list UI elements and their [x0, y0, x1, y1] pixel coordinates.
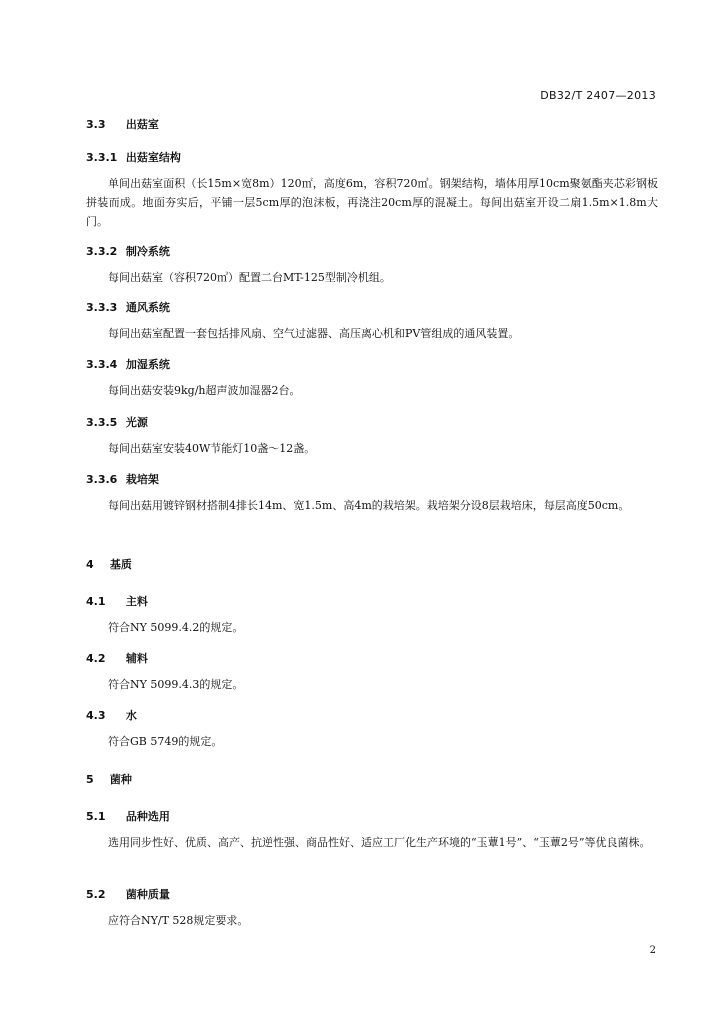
section-heading — [86, 771, 658, 787]
section-4-3 — [86, 707, 658, 751]
section-heading — [86, 650, 658, 666]
section-heading — [86, 707, 658, 723]
section-number: 5.1 — [86, 810, 106, 823]
section-text: 符合GB 5749的规定。 — [108, 735, 223, 748]
section-text: 每间出菇室（容积720㎥）配置二台MT-125型制冷机组。 — [108, 271, 391, 284]
page-number: 2 — [649, 945, 656, 956]
section-3-3 — [86, 116, 658, 132]
section-heading — [86, 808, 658, 824]
section-title: 制冷系统 — [125, 245, 170, 258]
section-heading — [86, 243, 658, 259]
section-5 — [86, 771, 658, 787]
section-heading — [86, 149, 658, 165]
section-3-3-5 — [86, 414, 658, 458]
section-number: 3.3.3 — [86, 301, 118, 314]
section-number: 3.3.5 — [86, 416, 118, 429]
section-heading — [86, 556, 658, 572]
section-3-3-3 — [86, 299, 658, 343]
section-number: 5.2 — [86, 888, 106, 901]
section-text: 每间出菇安装9kg/h超声波加湿器2台。 — [108, 384, 301, 397]
section-heading — [86, 299, 658, 315]
section-5-1 — [86, 808, 658, 852]
section-text: 应符合NY/T 528规定要求。 — [108, 914, 249, 927]
section-number: 3.3.1 — [86, 151, 118, 164]
section-4-2 — [86, 650, 658, 694]
section-title: 菌种质量 — [125, 888, 170, 901]
section-3-3-6 — [86, 471, 658, 515]
section-title: 出菇室 — [125, 118, 159, 131]
section-number: 3.3.6 — [86, 473, 118, 486]
section-title: 品种选用 — [125, 810, 170, 823]
section-text: 符合NY 5099.4.3的规定。 — [108, 678, 244, 691]
section-number: 3.3.2 — [86, 245, 118, 258]
section-heading — [86, 471, 658, 487]
section-text: 每间出菇室安装40W节能灯10盏～12盏。 — [108, 442, 316, 455]
section-number: 4.3 — [86, 709, 106, 722]
section-number: 4.1 — [86, 595, 106, 608]
section-text: 单间出菇室面积（长15m×宽8m）120㎡，高度6m，容积720㎥。钢架结构，墙体用厚10cm聚氨酯夹芯彩钢板拼装而成。地面夯实后，平铺一层5cm厚的泡沫板，再浇注20cm厚的混凝土。每间出菇室开设二扇1.5m×1.8m大门。 — [86, 177, 658, 228]
section-title: 菌种 — [109, 773, 132, 786]
section-title: 光源 — [125, 416, 148, 429]
section-title: 出菇室结构 — [125, 151, 181, 164]
section-3-3-2 — [86, 243, 658, 287]
section-text: 选用同步性好、优质、高产、抗逆性强、商品性好、适应工厂化生产环境的“玉蕈1号”、“玉蕈2号”等优良菌株。 — [108, 836, 651, 849]
section-text: 每间出菇用镀锌钢材搭制4排长14m、宽1.5m、高4m的栽培架。栽培架分设8层栽培床，每层高度50cm。 — [108, 499, 630, 512]
section-number: 5 — [86, 773, 94, 786]
section-3-3-4 — [86, 356, 658, 400]
section-5-2 — [86, 886, 658, 930]
section-number: 3.3.4 — [86, 358, 118, 371]
section-3-3-1 — [86, 149, 658, 231]
section-number: 4 — [86, 558, 94, 571]
section-number: 3.3 — [86, 118, 106, 131]
section-title: 水 — [125, 709, 137, 722]
section-title: 加湿系统 — [125, 358, 170, 371]
section-heading — [86, 886, 658, 902]
document-code: DB32/T 2407—2013 — [540, 89, 656, 102]
section-heading — [86, 414, 658, 430]
section-number: 4.2 — [86, 652, 106, 665]
section-title: 主料 — [125, 595, 148, 608]
section-4-1 — [86, 593, 658, 637]
section-title: 辅料 — [125, 652, 148, 665]
section-title: 通风系统 — [125, 301, 170, 314]
section-title: 基质 — [109, 558, 132, 571]
section-heading — [86, 116, 658, 132]
section-text: 符合NY 5099.4.2的规定。 — [108, 621, 244, 634]
section-4 — [86, 556, 658, 572]
section-heading — [86, 356, 658, 372]
section-heading — [86, 593, 658, 609]
section-text: 每间出菇室配置一套包括排风扇、空气过滤器、高压离心机和PV管组成的通风装置。 — [108, 327, 520, 340]
section-title: 栽培架 — [125, 473, 159, 486]
